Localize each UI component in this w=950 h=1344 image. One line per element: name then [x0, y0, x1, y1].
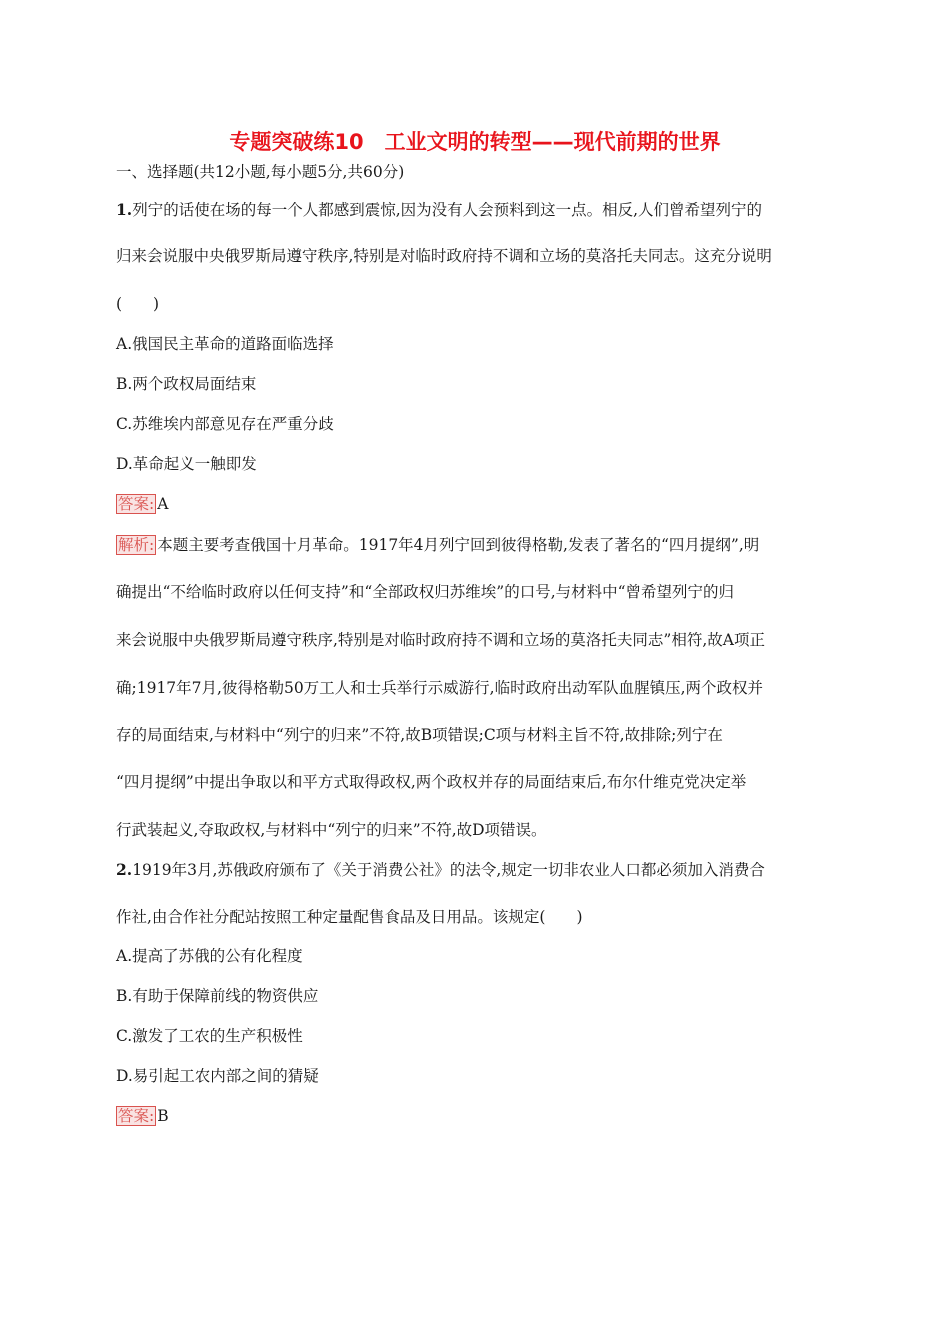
- answer-tag: 答案:: [118, 1107, 155, 1125]
- question-1-analysis-line-7: 行武装起义,夺取政权,与材料中“列宁的归来”不符,故D项错误。: [116, 821, 547, 839]
- question-2-answer: [116, 1106, 169, 1126]
- question-1-blank: ( ): [116, 295, 160, 313]
- question-1-stem-line-2: 归来会说服中央俄罗斯局遵守秩序,特别是对临时政府持不调和立场的莫洛托夫同志。这充分说明: [116, 247, 772, 265]
- page-title: 专题突破练10 工业文明的转型——现代前期的世界: [229, 130, 721, 154]
- question-1-analysis-line-2: 确提出“不给临时政府以任何支持”和“全部政权归苏维埃”的口号,与材料中“曾希望列宁的归: [116, 583, 735, 601]
- question-1-analysis-line-4: 确;1917年7月,彼得格勒50万工人和士兵举行示威游行,临时政府出动军队血腥镇压,两个政权并: [116, 679, 764, 697]
- question-1-number: 1.: [116, 200, 133, 219]
- question-2-option-a: A.提高了苏俄的公有化程度: [116, 947, 303, 965]
- question-1-analysis-line-1: 解析: 本题主要考查俄国十月革命。1917年4月列宁回到彼得格勒,发表了著名的“四月提纲”,明: [118, 536, 760, 554]
- answer-value: B: [157, 1107, 169, 1125]
- question-1-stem-line-1: 1.列宁的话使在场的每一个人都感到震惊,因为没有人会预料到这一点。相反,人们曾希望列宁的: [116, 200, 763, 219]
- question-1-option-a: A.俄国民主革命的道路面临选择: [116, 335, 334, 353]
- section-heading: 一、选择题(共12小题,每小题5分,共60分): [116, 163, 405, 181]
- question-2-option-d: D.易引起工农内部之间的猜疑: [116, 1067, 319, 1085]
- question-1-option-d: D.革命起义一触即发: [116, 455, 257, 473]
- question-1-option-c: C.苏维埃内部意见存在严重分歧: [116, 415, 334, 433]
- question-1-answer: [116, 494, 168, 514]
- question-1-analysis-line-5: 存的局面结束,与材料中“列宁的归来”不符,故B项错误;C项与材料主旨不符,故排除;列宁在: [116, 726, 723, 744]
- question-2-stem-line-1: 2.1919年3月,苏俄政府颁布了《关于消费公社》的法令,规定一切非农业人口都必须加入消费合: [116, 860, 765, 879]
- question-2-option-b: B.有助于保障前线的物资供应: [116, 987, 319, 1005]
- question-2-number: 2.: [116, 860, 133, 879]
- question-2-option-c: C.激发了工农的生产积极性: [116, 1027, 303, 1045]
- answer-value: A: [157, 495, 169, 513]
- question-2-stem-line-2: 作社,由合作社分配站按照工种定量配售食品及日用品。该规定( ): [116, 908, 583, 926]
- question-1-analysis-line-3: 来会说服中央俄罗斯局遵守秩序,特别是对临时政府持不调和立场的莫洛托夫同志”相符,故A项正: [116, 631, 765, 649]
- answer-tag: 答案:: [118, 495, 155, 513]
- question-1-option-b: B.两个政权局面结束: [116, 375, 257, 393]
- analysis-tag: 解析:: [118, 536, 155, 554]
- question-1-analysis-line-6: “四月提纲”中提出争取以和平方式取得政权,两个政权并存的局面结束后,布尔什维克党决定举: [116, 773, 747, 791]
